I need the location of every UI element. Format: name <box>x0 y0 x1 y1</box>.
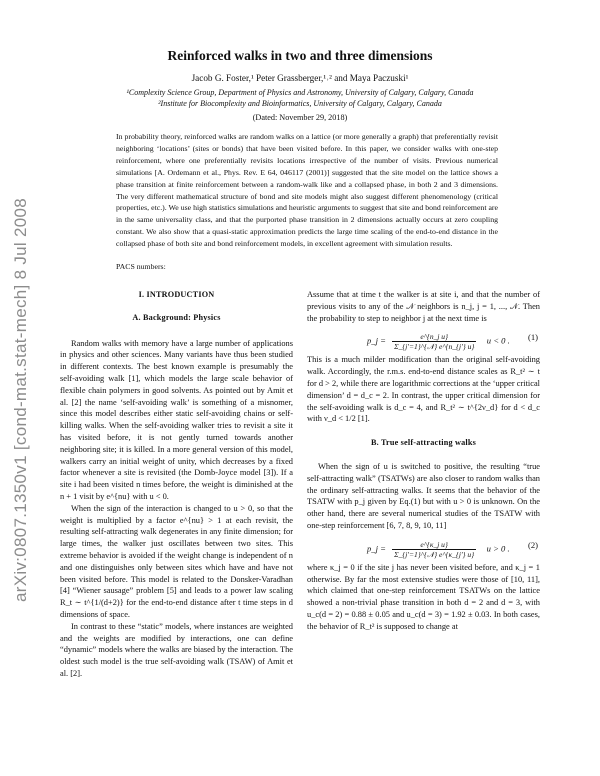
equation-number: (1) <box>527 332 538 343</box>
abstract: In probability theory, reinforced walks are random walks on a lattice (or more generally a graph) that preferentially revisit neighboring ‘locations’ (sites or bonds) that have been visited before. In this paper, we consider walks with one-step reinforcement, where one preferentially revisits locations irrespective of the number of visits. Previous numerical simulations [A. Ordemann et al., Phys. Rev. E 64, 046117 (2001)] suggested that the site model on the lattice shows a phase transition at finite reinforcement between a random-walk like and a collapsed phase, in both 2 and 3 dimensions. The very different mathematical structure of bond and site models might also suggest different phenomenology (critical properties, etc.). We use high statistics simulations and heuristic arguments to suggest that site and bond reinforcement are in the same universality class, and that the purported phase transition in 2 dimensions actually occurs at zero coupling constant. We also show that a quasi-static approximation predicts the large time scaling of the end-to-end distance in the collapsed phase of both site and bond reinforcement models, in excellent agreement with simulation results. <box>116 132 498 249</box>
right-column <box>307 289 540 633</box>
paragraph: where κ_j = 0 if the site j has never been visited before, and κ_j = 1 otherwise. By far the most extensive studies were those of [10, 11], which claimed that one-step reinforcement TSATWs on the lattice showed a non-trivial phase transition in both d = 2 and d = 3, with u_c(d = 2) = 0.88 ± 0.05 and u_c(d = 3) = 1.92 ± 0.03. In both cases, the behavior of R_t² is supposed to change at <box>307 562 540 631</box>
equation-number: (2) <box>527 539 538 550</box>
equation-2: p_j = $\frac{\text{e\textasciicircum{}\{κ\_j u\}}}{\text{Σ\_\{j'=1\}\textasciicircum{}\{𝒩\} e\textasciicircum{}\{κ\_\{j'\} u\}}}$ u > 0 . (2) <box>367 539 538 559</box>
paragraph: Assume that at time t the walker is at site i, and that the number of previous visits to any of the 𝒩 neighbors is n_j, j = 1, ..., 𝒩. Then the probability to step to neighbor j at the next time is <box>307 290 540 323</box>
affiliation-2: ²Institute for Biocomplexity and Bioinformatics, University of Calgary, Calgary, Canada <box>158 99 442 108</box>
equation-1: p_j = $\frac{\text{e\textasciicircum{}\{n\_j u\}}}{\text{Σ\_\{j'=1\}\textasciicircum{}\{𝒩\} e\textasciicircum{}\{n\_\{j'\} u\}}}$ u < 0 . (1) <box>367 332 538 352</box>
pacs-numbers: PACS numbers: <box>116 262 166 271</box>
section-heading-introduction: I. INTRODUCTION <box>138 290 215 299</box>
dated-line: (Dated: November 29, 2018) <box>252 113 348 122</box>
paper-title: Reinforced walks in two and three dimensions <box>167 48 433 63</box>
paragraph: In contrast to these “static” models, where instances are weighted and the weights are modified by interactions, one can define “dynamic” models where the walks are biased by the interaction. The oldest such model is the true self-avoiding walk (TSAW) of Amit et al. [2]. <box>60 621 293 678</box>
arxiv-watermark: arXiv:0807.1350v1 [cond-mat.stat-mech] 8 Jul 2008 <box>11 197 30 603</box>
left-column <box>60 289 293 680</box>
affiliation-1: ¹Complexity Science Group, Department of Physics and Astronomy, University of Calgary, Calgary, Canada <box>126 88 474 97</box>
subsection-heading-background: A. Background: Physics <box>132 312 221 322</box>
paragraph: This is a much milder modification than the original self-avoiding walk. Accordingly, the r.m.s. end-to-end distance scales as R_t² ∼ t for d > 2, while there are logarithmic corrections at the ‘upper critical dimension’ d = d_c = 2. In contrast, the upper critical dimension for the self-avoiding walk is d_c = 4, and R_t² ∼ t^{2ν_d} for d < d_c with ν_d < 1/2 [1]. <box>307 355 540 424</box>
paragraph: Random walks with memory have a large number of applications in physics and other sciences. Many variants have thus been studied in different contexts. The best known example is presumably the self-avoiding walk [1], which models the large scale behavior of flexible chain polymers in good solvents. As pointed out by Amit et al. [2] the name ‘self-avoiding walk’ is something of a misnomer, since this model describes either static self-avoiding chains or self-killing walks. When the self-avoiding walker tries to revisit a site it has visited before, it is not gently turned towards another neighboring site; it is killed. In a more general version of this model, walkers carry an initial weight of unity, which decreases by a fixed factor whenever a site is revisited (the Domb-Joyce model [3]). If a site i had been visited n times before, the weight is diminished at the n + 1 visit by e^{nu} with u < 0. <box>60 338 293 501</box>
paragraph: When the sign of u is switched to positive, the resulting “true self-attracting walk” (TSATWs) are also closer to random walks than the ordinary self-attracting walks. It seems that the behavior of the TSATW with p_j given by Eq.(1) but with u > 0 is unknown. On the other hand, there are several numerical studies of the TSATW with one-step reinforcement [6, 7, 8, 9, 10, 11] <box>307 461 540 530</box>
subsection-heading-true-self-attracting: B. True self-attracting walks <box>370 438 477 448</box>
authors: Jacob G. Foster,¹ Peter Grassberger,¹˒² and Maya Paczuski¹ <box>191 73 409 83</box>
paragraph: When the sign of the interaction is changed to u > 0, so that the weight is multiplied by a factor e^{nu} > 1 at each revisit, the resulting self-attracting walk degenerates in any finite dimension; for large times, the walker just oscillates between two sites. This extreme behavior is avoided if the weight change is independent of n and one distinguishes only between sites which have and have not been visited before. This model is related to the Donsker-Varadhan [4] “Wiener sausage” problem [5] and leads to a power law scaling R_t ∼ t^{1/(d+2)} for the end-to-end distance after t time steps in d dimensions of space. <box>60 503 293 619</box>
